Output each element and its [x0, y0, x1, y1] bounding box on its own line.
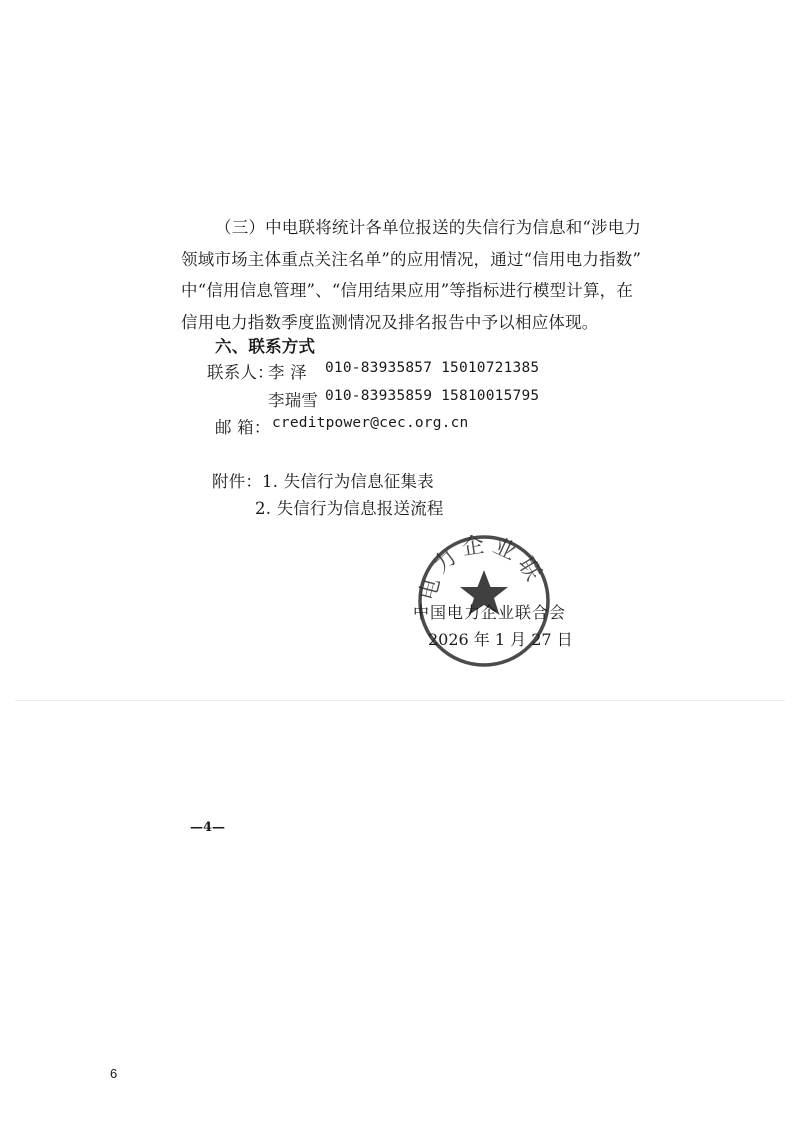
paragraph-line-1: （三）中电联将统计各单位报送的失信行为信息和“涉电力: [215, 218, 642, 237]
paragraph-line-2: 领域市场主体重点关注名单”的应用情况，通过“信用电力指数”: [181, 250, 642, 269]
attachments-label: 附件：: [212, 472, 263, 491]
paragraph-line-4: 信用电力指数季度监测情况及排名报告中予以相应体现。: [181, 313, 599, 332]
paragraph-line-3: 中“信用信息管理”、“信用结果应用”等指标进行模型计算，在: [181, 281, 634, 300]
person1-phones: 010-83935857 15010721385: [325, 360, 540, 376]
contact-label: 联系人：: [207, 363, 274, 382]
email-address: creditpower@cec.org.cn: [272, 415, 469, 431]
scan-divider: [15, 700, 785, 701]
page-number: —4—: [190, 820, 226, 835]
person2-name: 李瑞雪: [268, 391, 319, 410]
person1-name: 李 泽: [268, 363, 307, 382]
email-label: 邮 箱：: [215, 418, 271, 437]
contact-heading: 六、联系方式: [215, 337, 316, 356]
attachment-item-2: 2. 失信行为信息报送流程: [255, 499, 444, 518]
scan-page-number: 6: [110, 1066, 118, 1081]
signature-organization: 中国电力企业联合会: [413, 603, 567, 622]
seal-text: 电力企业联: [415, 532, 549, 604]
attachment-item-1: 1. 失信行为信息征集表: [262, 472, 434, 491]
person2-phones: 010-83935859 15810015795: [325, 388, 540, 404]
signature-date: 2026 年 1 月 27 日: [428, 630, 573, 649]
